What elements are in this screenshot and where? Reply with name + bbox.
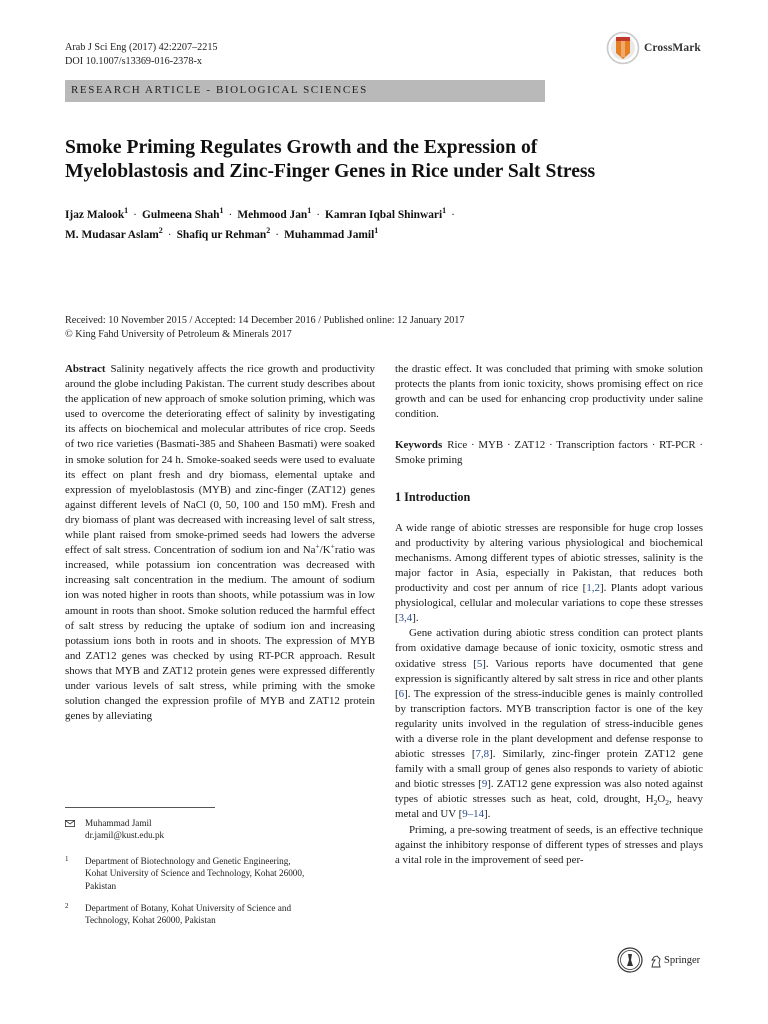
intro-paragraph: Gene activation during abiotic stress condition can protect plants from oxidative damage because of ionic toxicity, osmotic stress and oxidative stress [5]. Various reports have documented that gene expression is significantly altered by salt stress in rice and other plants [6]. The expression of the stress-inducible genes is mainly controlled by transcription factors. MYB transcription factor is one of the key regularity units involved in the regulation of stress-inducible genes with a diverse role in the plant development and defense response to abiotic stresses [7,8]. Similarly, zinc-finger protein ZAT12 gene family with a small group of genes also responds to variety of abiotic and biotic stresses [9]. ZAT12 gene expression was also noted against types of abiotic stresses such as heat, cold, drought, $H_2O_2$, heavy metal and UV [9–14]. bbox=[395, 627, 704, 821]
author-name[interactable]: Muhammad Jamil bbox=[284, 228, 375, 241]
author-affiliation-mark: 1 bbox=[374, 225, 379, 235]
corresponding-author-email[interactable]: dr.jamil@kust.edu.pk bbox=[85, 830, 165, 841]
author-name[interactable]: Kamran Iqbal Shinwari bbox=[325, 208, 443, 221]
footnote-divider bbox=[65, 807, 215, 808]
envelope-icon bbox=[65, 820, 75, 827]
springer-horse-icon bbox=[616, 946, 644, 974]
article-page: Arab J Sci Eng (2017) 42:2207–2215 DOI 10.1007/s13369-016-2378-x CrossMark RESEARCH ARTICLE - BIOLOGICAL SCIENCES Smoke Priming Regulates Growth and the Expression of Myeloblastosis and Zinc-Finger Genes in Rice under Salt Stress Ijaz Malook$^1$ · Gulmeena Shah$^1$ · Mehmood Jan$^1$ · Kamran Iqbal Shinwari$^1$ · M. Mudasar Aslam$^2$ · Shafiq ur Rehman$^2$ · Muhammad Jamil$^1$ Received: 10 November 2015 / Accepted: 14 December 2016 / Published online: 12 January 2017 © King Fahd University of Petroleum & Minerals 2017 Abstract Salinity negatively affects the rice growth and productivity around the globe including Pakistan. The current study describes about the application of new approach of smoke solution priming, which was used to overcome the deteriorating effect of salinity by investigating its affects on biochemical and molecular attributes of rice crop. Seeds of two rice varieties (Basmati-385 and Shaheen Basmati) were soaked in smoke solution for 24 h. Smoke-soaked seeds were used to evaluate its effect on plant fresh and dry biomass, elemental uptake and expression of myeloblastosis (MYB) and zinc-finger (ZAT12) genes against different levels of NaCl (0, 50, 100 and 150 mM). Fresh and dry biomass of plant was decreased with increasing level of salt stress, while plant raised from smoke-primed seeds had lowers the adverse effect of salt stress. Concentration of sodium ion and Na+/K+ratio was increased, while potassium ion concentration was decreased with increasing salt concentration in the medium. The amount of sodium ion was noted higher in roots than shoots, while potassium was in low amount in roots than shoot. Smoke solution reduced the harmful effect of salt stress by reducing the uptake of sodium ion and increasing potassium ions both in roots and in shoots. The expression of MYB and ZAT12 genes was checked by using RT-PCR approach. Result shows that MYB and ZAT12 protein genes were expressed differently under various levels of salt stress, while priming with the smoke solution changed the expression profile of MYB and ZAT12 protein genes by alleviating the drastic effect. It was concluded that priming with smoke solution protects the plants from ionic toxicity, shows promising effect on rice growth and can be used for enhancing crop productivity under saline condition. Keywords Rice · MYB · ZAT12 · Transcription factors · RT-PCR · Smoke priming 1 Introduction A wide range of abiotic stresses are responsible for huge crop losses and productivity by altering various physiological and biochemical mechanisms. Among different types of abiotic stresses, salinity is the major factor in Asia, especially in Pakistan, that reduces both productivity and cost per annum of rice [1,2]. Plants adopt various physiological, cellular and molecular variations to cope these stresses [3,4]. Gene activation during abiotic stress condition can protect plants from oxidative damage because of ionic toxicity, osmotic stress and oxidative stress [5]. Various reports have documented that gene expression is significantly altered by salt stress in rice and other plants [6]. The expression of the stress-inducible genes is mainly controlled by transcription factors. MYB transcription factor is one of the key regularity units involved in the regulation of stress-inducible genes with a diverse role in the plant development and defense response to abiotic stresses [7,8]. Similarly, zinc-finger protein ZAT12 gene family with a small group of genes also responds to variety of abiotic and biotic stresses [9]. ZAT12 gene expression was also noted against types of abiotic stresses such as heat, cold, drought, $H_2O_2$, heavy metal and UV [9–14]. Priming, a pre-sowing treatment of seeds, is an effective technique against the inhibitory response of different types of stresses and plays a vital role in the improvement of seed per- Muhammad Jamil dr.jamil@kust.edu.pk 1 Department of Biotechnology and Genetic Engineering, Kohat University of Science and Technology, Kohat 26000, Pakistan 2 Department of Botany, Kohat University of Science and Technology, Kohat 26000, Pakistan Springer bbox=[0, 0, 768, 1024]
citation-link[interactable]: 9–14 bbox=[462, 808, 485, 821]
keywords bbox=[395, 438, 703, 468]
springer-label: Springer bbox=[664, 955, 701, 966]
citation-link[interactable]: 5 bbox=[476, 657, 483, 670]
section-heading-introduction: 1 Introduction bbox=[395, 489, 471, 504]
keywords-label: Keywords bbox=[395, 439, 443, 452]
article-category: RESEARCH ARTICLE - BIOLOGICAL SCIENCES bbox=[71, 84, 368, 96]
affiliation-number: 1 bbox=[65, 855, 69, 863]
keywords-text: Rice · MYB · ZAT12 · Transcription factors · RT-PCR · Smoke priming bbox=[395, 439, 703, 467]
abstract-text: Salinity negatively affects the rice growth and productivity around the globe including Pakistan. The current study describes about the application of new approach of smoke solution priming, which was used to overcome the deteriorating effect of salinity by investigating its affects on biochemical and molecular attributes of rice crop. Seeds of two rice varieties (Basmati-385 and Shaheen Basmati) were soaked in smoke solution for 24 h. Smoke-soaked seeds were used to evaluate its effect on plant fresh and dry biomass, elemental uptake and expression of myeloblastosis (MYB) and zinc-finger (ZAT12) genes against different levels of NaCl (0, 50, 100 and 150 mM). Fresh and dry biomass of plant was decreased with increasing level of salt stress, while plant raised from smoke-primed seeds had lowers the adverse effect of salt stress. Concentration of sodium ion and Na bbox=[65, 363, 375, 557]
abstract-continuation: the drastic effect. It was concluded that priming with smoke solution protects the plants from ionic toxicity, shows promising effect on rice growth and can be used for enhancing crop productivity under saline condition. bbox=[395, 363, 703, 421]
citation-link[interactable]: 1,2 bbox=[586, 582, 600, 595]
publication-dates bbox=[65, 314, 464, 341]
springer-logo bbox=[612, 945, 712, 975]
corresponding-author-name: Muhammad Jamil bbox=[85, 818, 152, 828]
title-line-2: Myeloblastosis and Zinc-Finger Genes in Rice under Salt Stress bbox=[65, 161, 596, 182]
intro-paragraph: Priming, a pre-sowing treatment of seeds, is an effective technique against the inhibitory response of different types of stresses and plays a vital role in the improvement of seed per- bbox=[395, 823, 703, 866]
journal-citation: Arab J Sci Eng (2017) 42:2207–2215 bbox=[65, 42, 218, 53]
affiliation-number: 2 bbox=[65, 902, 69, 910]
crossmark-badge[interactable] bbox=[606, 31, 718, 65]
author-affiliation-mark: 1 bbox=[307, 206, 312, 215]
author-affiliation-mark: 1 bbox=[124, 206, 129, 215]
citation-link[interactable]: 7,8 bbox=[475, 748, 490, 761]
article-category-bar bbox=[65, 80, 545, 102]
author-affiliation-mark: 2 bbox=[266, 225, 271, 235]
author-separator: · bbox=[167, 228, 172, 241]
journal-meta bbox=[65, 41, 218, 68]
author-affiliation-mark: 1 bbox=[442, 206, 447, 215]
abstract-label: Abstract bbox=[65, 363, 106, 375]
author-list bbox=[65, 203, 685, 243]
copyright-line: © King Fahd University of Petroleum & Minerals 2017 bbox=[65, 328, 292, 340]
crossmark-icon bbox=[606, 31, 640, 65]
doi-link[interactable]: DOI 10.1007/s13369-016-2378-x bbox=[65, 55, 202, 67]
author-name[interactable]: Ijaz Malook bbox=[65, 208, 125, 221]
author-affiliation-mark: 1 bbox=[219, 206, 224, 215]
springer-chess-knight-icon bbox=[650, 954, 662, 968]
citation-link[interactable]: 3,4 bbox=[398, 612, 413, 625]
author-affiliation-mark: 2 bbox=[158, 225, 163, 235]
title-line-1: Smoke Priming Regulates Growth and the Expression of bbox=[65, 137, 538, 158]
author-separator: · bbox=[228, 208, 233, 221]
crossmark-label: CrossMark bbox=[644, 42, 701, 54]
left-column bbox=[65, 362, 375, 724]
citation-link[interactable]: 9 bbox=[481, 778, 488, 791]
right-column bbox=[395, 362, 703, 868]
intro-paragraph: A wide range of abiotic stresses are responsible for huge crop losses and productivity by altering various physiological and biochemical mechanisms. Among different types of abiotic stresses, salinity is the major factor in Asia, especially in Pakistan, that reduces both productivity and cost per annum of rice [1,2]. Plants adopt various physiological, cellular and molecular variations to cope these stresses [3,4]. bbox=[395, 521, 703, 625]
abstract-text-cont: ratio was increased, while potassium ion concentration was decreased with increasing salt concentration in the medium. The amount of sodium ion was noted higher in roots than shoots, while potassium was in low amount in roots than shoot. Smoke solution reduced the harmful effect of salt stress by reducing the uptake of sodium ion and increasing potassium ions both in roots and in shoots. The expression of MYB and ZAT12 genes was checked by using RT-PCR approach. Result shows that MYB and ZAT12 protein genes were expressed differently under various levels of salt stress, while priming with the smoke solution changed the expression profile of MYB and ZAT12 protein genes by alleviating bbox=[65, 544, 375, 723]
author-name[interactable]: M. Mudasar Aslam bbox=[65, 228, 159, 241]
author-name[interactable]: Mehmood Jan bbox=[237, 208, 308, 221]
author-separator: · bbox=[275, 228, 280, 241]
author-separator: · bbox=[316, 208, 321, 221]
article-title bbox=[65, 136, 705, 184]
author-name[interactable]: Gulmeena Shah bbox=[141, 208, 220, 221]
history-dates: Received: 10 November 2015 / Accepted: 14 December 2016 / Published online: 12 January 2017 bbox=[65, 315, 465, 326]
author-separator: · bbox=[451, 208, 455, 221]
abstract-paragraph: Abstract Salinity negatively affects the rice growth and productivity around the globe including Pakistan. The current study describes about the application of new approach of smoke solution priming, which was used to overcome the deteriorating effect of salinity by investigating its affects on biochemical and molecular attributes of rice crop. Seeds of two rice varieties (Basmati-385 and Shaheen Basmati) were soaked in smoke solution for 24 h. Smoke-soaked seeds were used to evaluate its effect on plant fresh and dry biomass, elemental uptake and expression of myeloblastosis (MYB) and zinc-finger (ZAT12) genes against different levels of NaCl (0, 50, 100 and 150 mM). Fresh and dry biomass of plant was decreased with increasing level of salt stress, while plant raised from smoke-primed seeds had lowers the adverse effect of salt stress. Concentration of sodium ion and Na+/K+ratio was increased, while potassium ion concentration was decreased with increasing salt concentration in the medium. The amount of sodium ion was noted higher in roots than shoots, while potassium was in low amount in roots than shoot. Smoke solution reduced the harmful effect of salt stress by reducing the uptake of sodium ion and increasing potassium ions both in roots and in shoots. The expression of MYB and ZAT12 genes was checked by using RT-PCR approach. Result shows that MYB and ZAT12 protein genes were expressed differently under various levels of salt stress, while priming with the smoke solution changed the expression profile of MYB and ZAT12 protein genes by alleviating bbox=[65, 363, 375, 723]
citation-link[interactable]: 6 bbox=[398, 687, 405, 700]
author-separator: · bbox=[133, 208, 137, 221]
author-name[interactable]: Shafiq ur Rehman bbox=[176, 228, 267, 241]
